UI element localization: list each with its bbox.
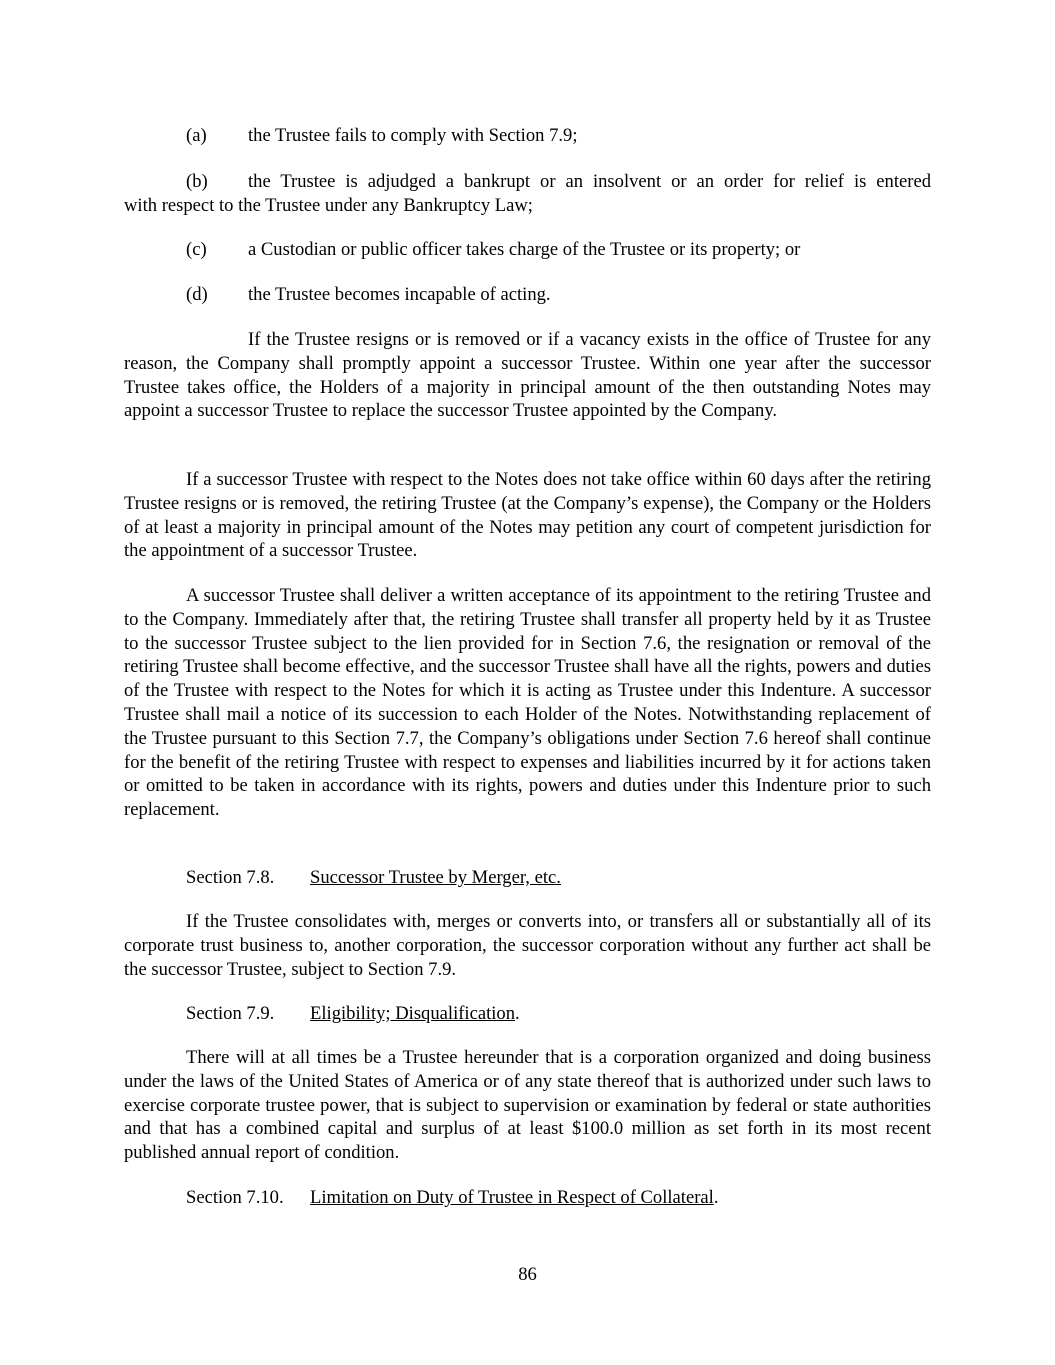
clause-label: (d) [186, 284, 208, 305]
section-number: Section 7.9. [186, 1003, 275, 1024]
clause-text: the Trustee is adjudged a bankrupt or an insolvent or an order for relief is entered [248, 171, 931, 192]
clause-label: (b) [186, 171, 208, 192]
section-title: Limitation on Duty of Trustee in Respect of Collateral [310, 1187, 714, 1208]
paragraph-text: There will at all times be a Trustee hereunder that is a corporation organized and doing business under the laws of the United States of America or of any state thereof that is authorized under such laws to exercise corporate trustee power, that is subject to supervision or examination by federal or state authorities and that has a combined capital and surplus of at least $100.0 million as set forth in its most recent published annual report of condition. [124, 1047, 931, 1164]
clause-continuation: with respect to the Trustee under any Bankruptcy Law; [124, 194, 533, 216]
section-number: Section 7.10. [186, 1187, 284, 1208]
clause-b [124, 170, 931, 218]
clause-text: the Trustee fails to comply with Section 7.9; [248, 125, 578, 146]
paragraph-text: A successor Trustee shall deliver a written acceptance of its appointment to the retiring Trustee and to the Company. Immediately after that, the retiring Trustee shall transfer all property held by it as Trustee to the successor Trustee subject to the lien provided for in Section 7.6, the resignation or removal of the retiring Trustee shall become effective, and the successor Trustee shall have all the rights, powers and duties of the Trustee with respect to the Notes for which it is acting as Trustee under this Indenture. A successor Trustee shall mail a notice of its succession to each Holder of the Notes. Notwithstanding replacement of the Trustee pursuant to this Section 7.7, the Company’s obligations under Section 7.6 hereof shall continue for the benefit of the retiring Trustee with respect to expenses and liabilities incurred by it for actions taken or omitted to be taken in accordance with its rights, powers and duties under this Indenture prior to such replacement. [124, 585, 931, 821]
clause-c [124, 238, 931, 262]
section-number: Section 7.8. [186, 867, 275, 888]
section-heading-7-8 [124, 866, 931, 890]
paragraph-eligibility [124, 1046, 931, 1165]
section-heading-7-9 [124, 1002, 931, 1026]
paragraph-text: If the Trustee consolidates with, merges or converts into, or transfers all or substantially all of its corporate trust business to, another corporation, the successor corporation without any further act shall be the successor Trustee, subject to Section 7.9. [124, 911, 931, 980]
section-heading-7-10 [124, 1186, 931, 1210]
paragraph-text: If a successor Trustee with respect to the Notes does not take office within 60 days after the retiring Trustee resigns or is removed, the retiring Trustee (at the Company’s expense), the Company or the Holders of at least a majority in principal amount of the Notes may petition any court of competent jurisdiction for the appointment of a successor Trustee. [124, 469, 931, 562]
section-title: Successor Trustee by Merger, etc. [310, 867, 561, 888]
clause-label: (a) [186, 125, 207, 146]
paragraph-merger [124, 910, 931, 981]
clause-d [124, 283, 931, 307]
section-suffix: . [515, 1003, 520, 1024]
clause-text: the Trustee becomes incapable of acting. [248, 284, 551, 305]
page-number: 86 [518, 1264, 537, 1285]
paragraph-acceptance [124, 584, 931, 822]
clause-text: a Custodian or public officer takes charge of the Trustee or its property; or [248, 239, 801, 260]
paragraph-text: If the Trustee resigns or is removed or if a vacancy exists in the office of Trustee for any reason, the Company shall promptly appoint a successor Trustee. Within one year after the successor Trustee takes office, the Holders of a majority in principal amount of the then outstanding Notes may appoint a successor Trustee to replace the successor Trustee appointed by the Company. [124, 329, 931, 422]
clause-a [124, 124, 931, 148]
clause-label: (c) [186, 239, 207, 260]
section-suffix: . [713, 1187, 719, 1208]
paragraph-petition [124, 468, 931, 563]
section-title: Eligibility; Disqualification [310, 1003, 516, 1024]
paragraph-vacancy [124, 328, 931, 423]
